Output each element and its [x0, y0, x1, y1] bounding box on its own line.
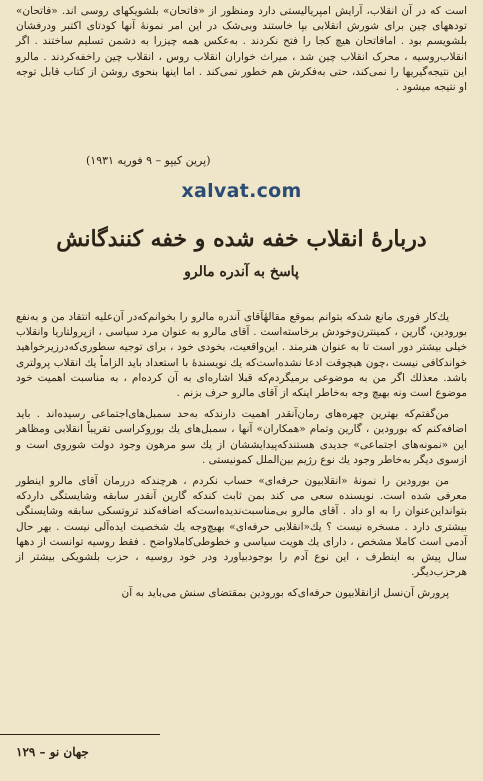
body-paragraph-1: یك‌كار فوری مانع شدكه بتوانم بموقع مقالهٔآقای آندره مالرو را بخوانم‌که‌در آن‌علیه انتقاد من و به‌نفع بورودین، گارین ، کمینترن‌وخودش برخاسته‌است . آقای مالرو به عنوان مرد سیاسی ، ازپرولتاریا وانقلاب خیلی بیشتر دور است تا به عنوان هنرمند . این‌واقعیت، بخودی خود ، برای توجیه سطوری‌که‌درزیرخواهید خواندکافی نیست ،چون هیچوقت ادعا نشده‌است‌که یك نویسندهٔ با استعداد باید الزاماً یك انقلاب پرولتری باشد. معذلك اگر من به موضوعی برمیگردم‌که قبلا اشاره‌ای به آن کرده‌ام ، به مناسبت اهمیت خود موضوع است ونه بهیچ وجه به‌خاطر اینکه از آقای مالرو حرف بزنم . — [16, 311, 467, 400]
body-paragraph-3: من بورودین را نمونهٔ «انقلابیون حرفه‌ای» حساب نکردم ، هرچندکه دررمان آقای مالرو اینطور معرفی شده است. نویسنده سعی می کند بمن ثابت کندکه گارین آنقدر سابقه وشایستگی داردکه بتوانداین‌عنوان را به او داد . آقای مالرو بی‌مناسبت‌ندیده‌است‌که اضافه‌کند تروتسکی سابقه وشایستگی بیشتری دارد . مسخره نیست ؟ یك«انقلابی حرفه‌ای» بهیچ‌وجه یك شخصیت ایده‌آلی نیست . بهر حال آدمی است کاملا مشخص ، دارای یك هویت سیاسی و خطوطی‌کاملاواضح . فقط روسیه توانست از دهها سال پیش به اینطرف ، این نوع آدم را بوجودبیاورد ودر خود روسیه ، حزب بلشویکی بیشتر از هرحزب‌دیگر. — [16, 475, 467, 579]
intro-section — [16, 4, 467, 95]
article-body — [16, 310, 467, 608]
signature-date: (پرین کیپو – ۹ فوریه ۱۹۳۱) — [86, 154, 211, 167]
article-subtitle: پاسخ به آندره مالرو — [184, 264, 299, 280]
page-footer: جهان نو – ۱۲۹ — [16, 745, 89, 759]
footer-divider — [0, 734, 160, 735]
intro-paragraph: است که در آن انقلاب، آرایش امپریالیستی دارد ومنظور از «فاتحان» بلشویکهای روسی اند. «فاتحان» تودههای چین برای شورش انقلابی بپا خاستند وبی‌شک در این امر نمونهٔ آنها کودتای اکتبر ودرفشان بلشویسم بود . امافاتحان هیچ کجا را فتح نکردند . به‌عکس همه چیزرا به دشمن تسلیم ساختند . اگر انقلاب‌روسیه ، محرک انقلاب چین شد ، میراث خواران انقلاب روس ، انقلاب چین راخفه‌کردند . مالرو این نتیجه‌گیریها را نمی‌کند، حتی به‌فکرش هم خطور نمی‌کند . اما اینها بنحوی روشن از کتاب قابل توجه او نتیجه میشود . — [16, 5, 467, 94]
body-paragraph-4: پرورش آن‌نسل ازانقلابیون حرفه‌ای‌که بورودین بمقتضای سنش می‌باید به آن — [121, 587, 449, 600]
body-paragraph-2: من‌گفتم‌که بهترین چهره‌های رمان‌آنقدر اهمیت دارند‌که به‌حد سمبل‌های‌اجتماعی رسیده‌اند . باید اضافه‌کنم که بورودین ، گارین وتمام «همکاران» آنها ، سمبل‌های یك بوروکراسی تقریباً انقلابی ومظاهر این «نمونه‌های اجتماعی» جدیدی هستند‌که‌پیدایششان از یك سو مرهون وجود دولت شوروی است و ازسوی دیگر به‌خاطر وجود یك نوع رژیم بین‌الملل کمونیستی . — [16, 408, 467, 466]
watermark: xalvat.com — [181, 180, 302, 202]
article-title: دربارهٔ انقلاب خفه شده و خفه کنندگانش — [56, 226, 427, 252]
